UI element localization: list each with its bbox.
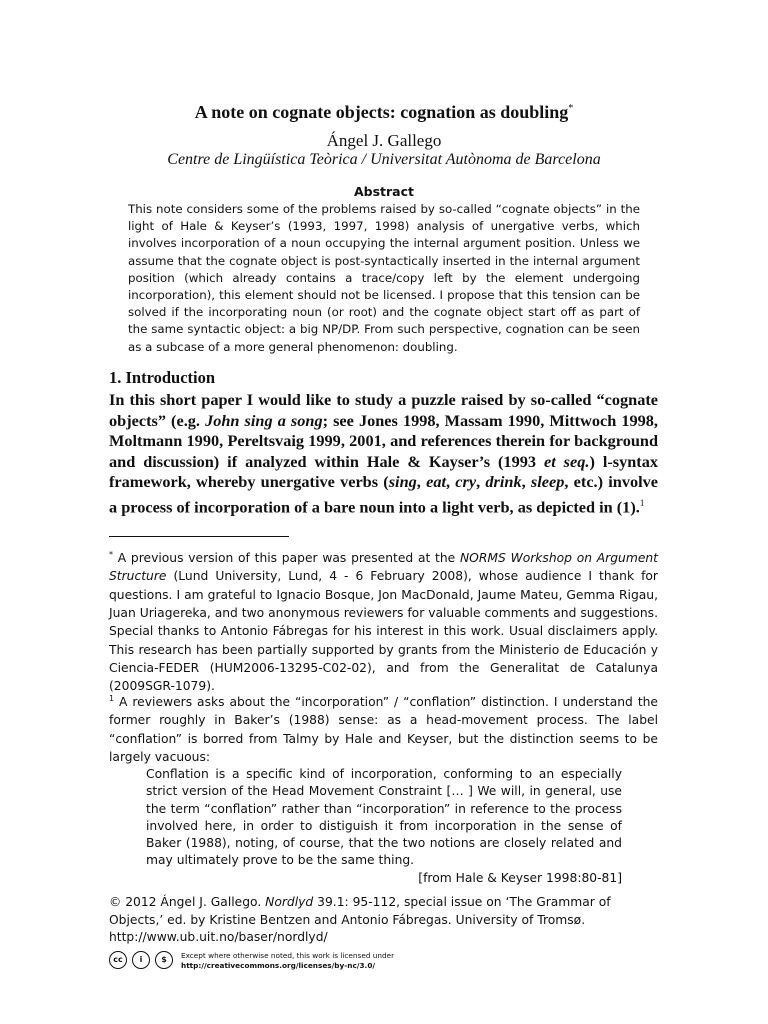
footnote-star: * A previous version of this paper was presented at the NORMS Workshop on Argument Structure (Lund University, Lund, 4 - 6 February 2008), whose audience I thank for questions. I am grateful to Ignacio Bosque, Jon MacDonald, Jaume Mateu, Gemma Rigau, Juan Uriagereka, and two anonymous reviewers for valuable comments and suggestions. Special thanks to Antonio Fábregas for his interest in this work. Usual disclaimers apply. This research has been partially supported by grants from the Ministerio de Educación y Ciencia-FEDER (HUM2006-13295-C02-02), and from the Generalitat de Catalunya (2009SGR-1079). (109, 550, 659, 694)
by-icon: i (132, 951, 150, 969)
license-url[interactable]: http://creativecommons.org/licenses/by-nc/3.0/ (181, 960, 376, 970)
title-footnote-mark: * (568, 103, 574, 114)
license-text: Except where otherwise noted, this work is licensed under http://creativecommons.org/licenses/by-nc/3.0/ (181, 951, 501, 970)
nc-icon: $ (155, 951, 173, 969)
footnote-1-quote (146, 766, 622, 887)
footnote-1: $^1$ A reviewers asks about the “incorporation” / “conflation” distinction. I understand the former roughly in Baker’s (1988) sense: as a head-movement process. The label “conflation” is borred from Talmy by Hale and Keyser, but the distinction seems to be largely vacuous: (109, 694, 658, 764)
section-heading-introduction: 1. Introduction (109, 368, 216, 387)
author-affiliation: Centre de Lingüística Teòrica / Universitat Autònoma de Barcelona (167, 151, 601, 168)
quote-source: [from Hale & Keyser 1998:80-81] (418, 870, 622, 885)
introduction-paragraph: In this short paper I would like to study a puzzle raised by so-called “cognate objects” (e.g. John sing a song; see Jones 1998, Massam 1990, Mittwoch 1998, Moltmann 1990, Pereltsvaig 1999, 2001, and references therein for background and discussion) if analyzed within Hale & Kayser’s (1993 et seq.) l-syntax framework, whereby unergative verbs (sing, eat, cry, drink, sleep, etc.) involve a process of incorporation of a bare noun into a light verb, as depicted in (1).$^1$ (109, 390, 659, 517)
journal-url[interactable]: http://www.ub.uit.no/baser/nordlyd/ (109, 930, 328, 944)
cc-icon: cc (109, 951, 127, 969)
footnote-separator (109, 536, 289, 537)
paper-title: A note on cognate objects: cognation as doubling* (194, 102, 574, 122)
copyright-notice: © 2012 Ángel J. Gallego. Nordlyd 39.1: 95-112, special issue on ‘The Grammar of Objects,’ ed. by Kristine Bentzen and Antonio Fábregas. University of Tromsø. http://www.ub.uit.no/baser/nordlyd/ (109, 895, 611, 944)
abstract-heading: Abstract (353, 184, 415, 199)
footnote-reference[interactable]: 1 (639, 497, 645, 508)
abstract-text: This note considers some of the problems raised by so-called “cognate objects” in the light of Hale & Keyser’s (1993, 1997, 1998) analysis of unergative verbs, which involves incorporation of a noun occupying the internal argument position. Unless we assume that the cognate object is post-syntactically inserted in the internal argument position (which already contains a trace/copy left by the element undergoing incorporation), this element should not be licensed. I propose that this tension can be solved if the incorporating noun (or root) and the cognate object start off as part of the same syntactic object: a big NP/DP. From such perspective, cognation can be seen as a subcase of a more general phenomenon: doubling. (128, 202, 640, 354)
author-name: Ángel J. Gallego (326, 131, 442, 150)
quote-text: Conflation is a specific kind of incorporation, conforming to an especially strict version of the Head Movement Constraint [… ] We will, in general, use the term “conflation” rather than “incorporation” in reference to the process involved here, in order to distiguish it from incorporation in the sense of Baker (1988), noting, of course, that the two notions are closely related and may ultimately prove to be the same thing. (146, 767, 622, 868)
